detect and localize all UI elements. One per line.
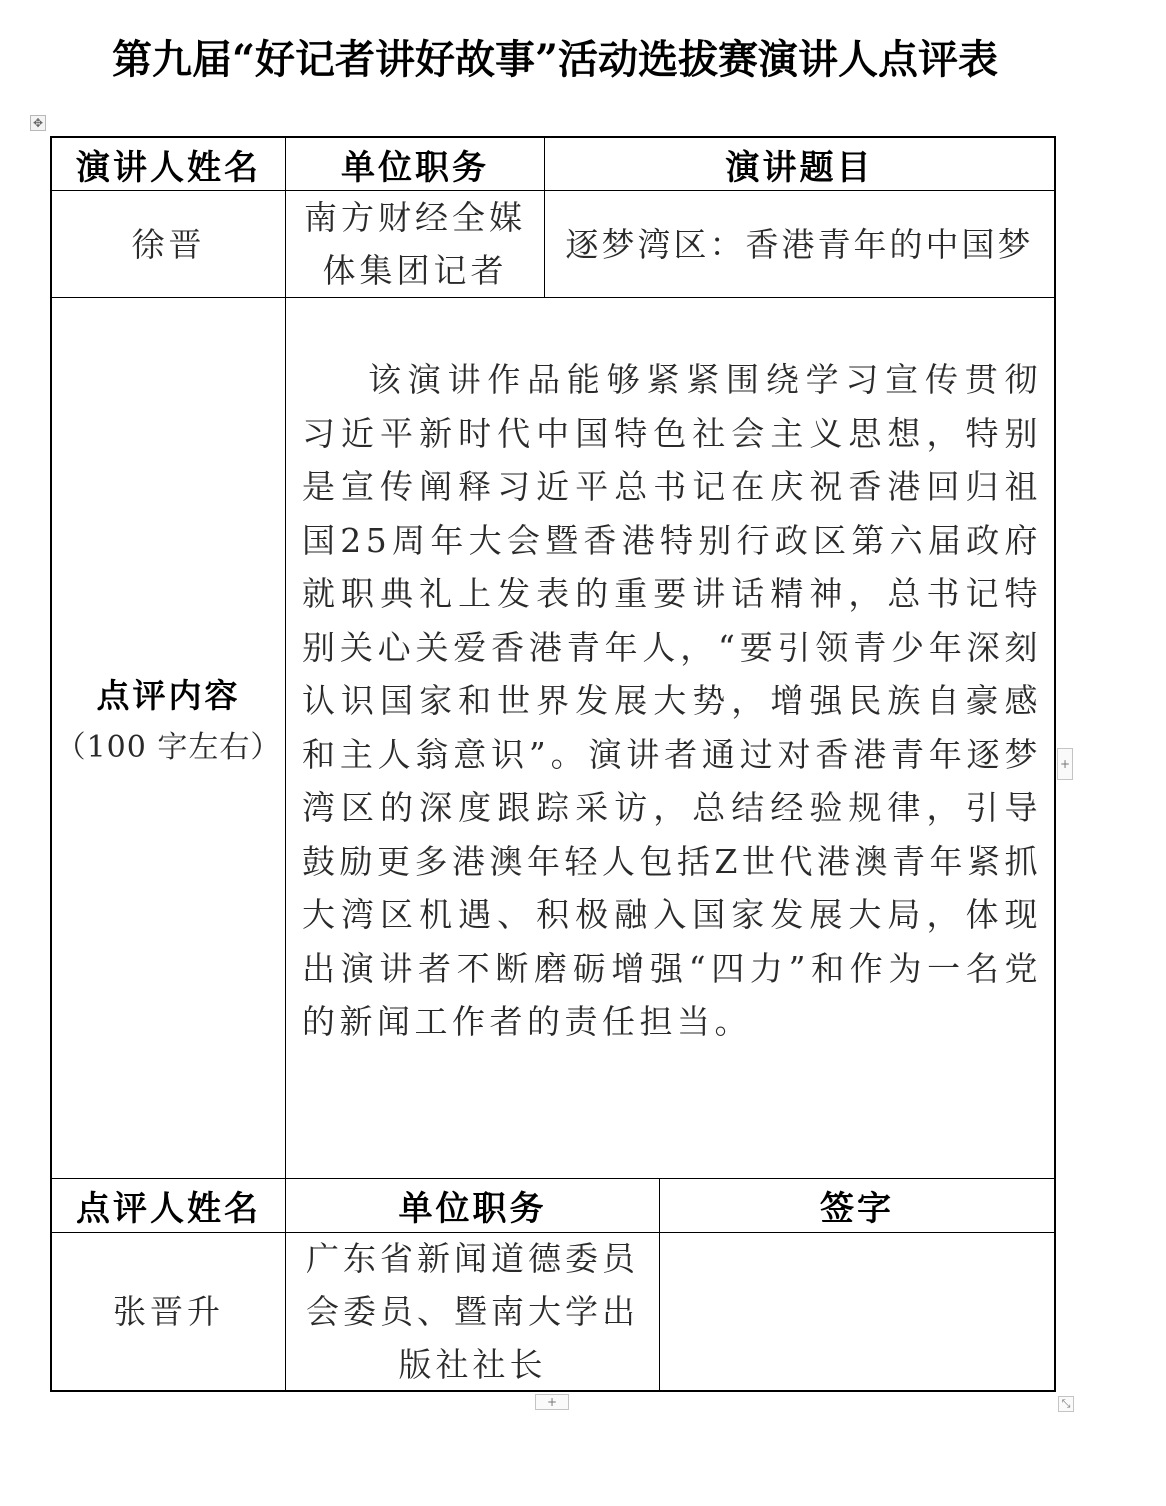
add-column-button[interactable]: [1057, 748, 1073, 780]
header-speech-topic: 演讲题目: [725, 147, 874, 188]
speaker-name-value: 徐晋: [131, 224, 206, 264]
reviewer-unit-line: 版社社长: [398, 1345, 547, 1384]
reviewer-unit-value: [286, 1233, 659, 1390]
add-row-button[interactable]: [535, 1394, 569, 1410]
plus-icon: +: [1059, 757, 1071, 771]
table-move-handle[interactable]: [30, 115, 46, 131]
table-resize-handle[interactable]: [1058, 1396, 1074, 1412]
row-line: [50, 297, 1056, 298]
speech-topic-value: 逐梦湾区：香港青年的中国梦: [565, 224, 1034, 264]
speaker-unit-line: 体集团记者: [322, 251, 508, 290]
reviewer-name-value: 张晋升: [113, 1292, 224, 1331]
comment-text: 该演讲作品能够紧紧围绕学习宣传贯彻习近平新时代中国特色社会主义思想，特别是宣传阐释习近平总书记在庆祝香港回归祖国25周年大会暨香港特别行政区第六届政府就职典礼上发表的重要讲话精神，总书记特别关心关爱香港青年人，“要引领青少年深刻认识国家和世界发展大势，增强民族自豪感和主人翁意识”。演讲者通过对香港青年逐梦湾区的深度跟踪采访，总结经验规律，引导鼓励更多港澳年轻人包括Z世代港澳青年紧抓大湾区机遇、积极融入国家发展大局，体现出演讲者不断磨砺增强“四力”和作为一名党的新闻工作者的责任担当。: [302, 360, 1042, 1041]
comment-label-block: [52, 670, 285, 774]
document-title: 第九届“好记者讲好故事”活动选拔赛演讲人点评表: [111, 36, 998, 83]
header-speaker-name: 演讲人姓名: [76, 147, 261, 188]
header-signature: 签字: [820, 1189, 894, 1229]
speaker-unit-line: 南方财经全媒: [304, 198, 526, 237]
plus-icon: +: [546, 1395, 558, 1409]
speaker-unit-value: [286, 191, 544, 297]
signature-field[interactable]: [660, 1233, 1054, 1390]
comment-label-note: （100 字左右）: [55, 730, 282, 765]
table-border-right: [1054, 136, 1056, 1392]
move-icon: ✥: [32, 116, 44, 130]
reviewer-unit-line: 会委员、暨南大学出: [306, 1292, 639, 1331]
reviewer-unit-line: 广东省新闻道德委员: [306, 1239, 639, 1278]
resize-icon: ⤡: [1061, 1397, 1071, 1410]
header-reviewer-name: 点评人姓名: [76, 1189, 261, 1229]
comment-label: 点评内容: [96, 676, 241, 715]
table-border-bottom: [50, 1390, 1056, 1392]
header-speaker-unit: 单位职务: [341, 147, 489, 188]
header-reviewer-unit: 单位职务: [398, 1189, 547, 1229]
